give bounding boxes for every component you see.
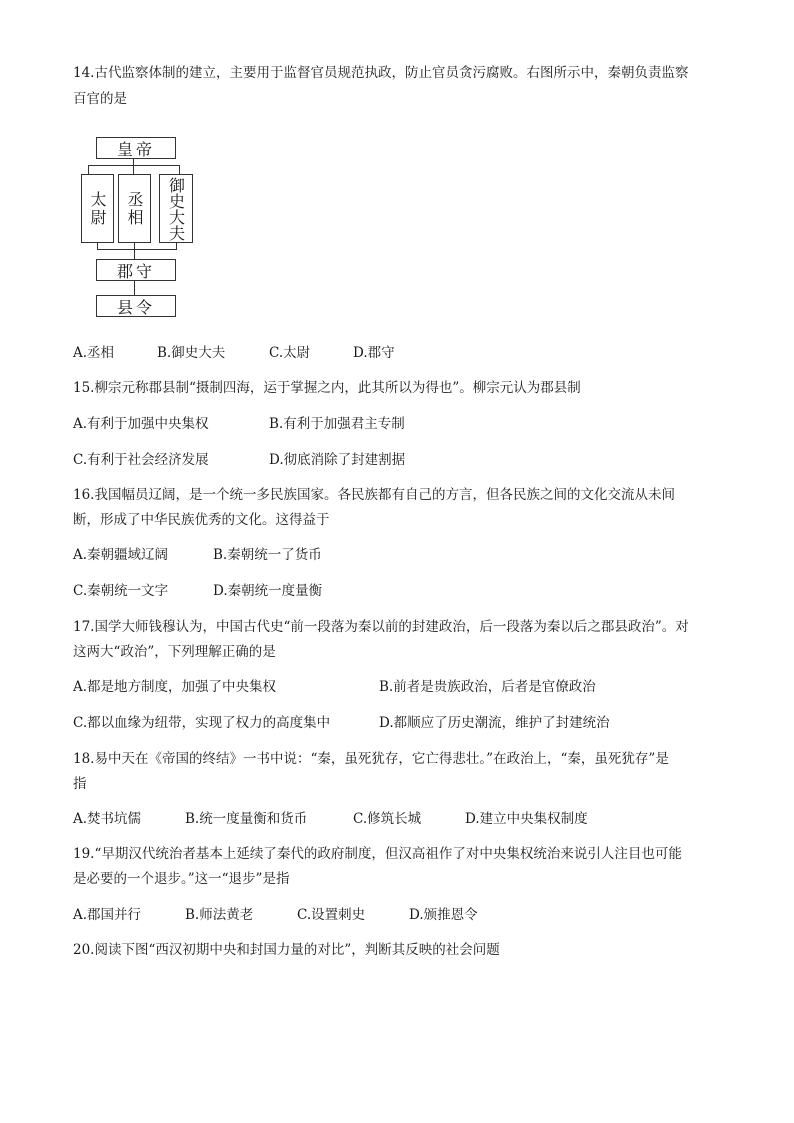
q17-option-d[interactable]: D.都顺应了历史潮流，维护了封建统治	[379, 715, 610, 731]
q18-stem-line1: 18.易中天在《帝国的终结》一书中说：“秦，虽死犹存，它亡得悲壮。”在政治上，“秦，虽死犹存”是	[73, 751, 669, 767]
q17-stem-line2: 这两大“政治”，下列理解正确的是	[73, 644, 276, 660]
q16-stem-line2: 断，形成了中华民族优秀的文化。这得益于	[73, 512, 330, 528]
connector	[134, 281, 135, 295]
q14-option-b[interactable]: B.御史大夫	[157, 345, 226, 361]
q18-stem-line2: 指	[73, 776, 87, 792]
org-taiwei: 太尉	[81, 174, 114, 243]
q18-option-a[interactable]: A.焚书坑儒	[73, 811, 142, 827]
org-yushi: 御史大夫	[159, 174, 193, 243]
q14-option-d[interactable]: D.郡守	[353, 345, 395, 361]
q14-stem-line1: 14.古代监察体制的建立，主要用于监督官员规范执政，防止官员贪污腐败。右图所示中，秦朝负责监察	[73, 65, 689, 81]
q14-stem-line2: 百官的是	[73, 91, 127, 107]
q15-option-d[interactable]: D.彻底消除了封建割据	[269, 452, 406, 468]
q19-stem-line2: 是必要的一个退步。”这一“退步”是指	[73, 871, 290, 887]
connector	[88, 165, 89, 174]
q16-option-d[interactable]: D.秦朝统一度量衡	[213, 583, 323, 599]
connector	[134, 243, 135, 259]
q18-option-b[interactable]: B.统一度量衡和货币	[185, 811, 308, 827]
org-xianling: 县令	[96, 295, 176, 317]
q14-option-c[interactable]: C.太尉	[269, 345, 311, 361]
q15-option-a[interactable]: A.有利于加强中央集权	[73, 416, 209, 432]
connector	[88, 165, 180, 166]
q19-option-b[interactable]: B.师法黄老	[185, 907, 254, 923]
q15-option-b[interactable]: B.有利于加强君主专制	[269, 416, 405, 432]
q15-option-c[interactable]: C.有利于社会经济发展	[73, 452, 209, 468]
q19-stem-line1: 19.“早期汉代统治者基本上延续了秦代的政府制度，但汉高祖作了对中央集权统治来说引人注目也可能	[73, 846, 682, 862]
connector	[179, 165, 180, 174]
q16-stem-line1: 16.我国幅员辽阔，是一个统一多民族国家。各民族都有自己的方言，但各民族之间的文化交流从未间	[73, 487, 675, 503]
q20-stem-line1: 20.阅读下图“西汉初期中央和封国力量的对比”，判断其反映的社会问题	[73, 942, 500, 958]
q19-option-d[interactable]: D.颁推恩令	[409, 907, 478, 923]
q17-option-c[interactable]: C.都以血缘为纽带，实现了权力的高度集中	[73, 715, 331, 731]
connector	[97, 249, 177, 250]
q18-option-c[interactable]: C.修筑长城	[353, 811, 422, 827]
q15-stem-line1: 15.柳宗元称郡县制“摄制四海，运于掌握之内，此其所以为得也”。柳宗元认为郡县制	[73, 380, 581, 396]
connector	[133, 159, 134, 174]
org-chengxiang: 丞相	[118, 174, 151, 243]
q16-option-b[interactable]: B.秦朝统一了货币	[213, 547, 322, 563]
q18-option-d[interactable]: D.建立中央集权制度	[465, 811, 588, 827]
q17-option-a[interactable]: A.都是地方制度，加强了中央集权	[73, 679, 277, 695]
q14-option-a[interactable]: A.丞相	[73, 345, 115, 361]
q19-option-c[interactable]: C.设置刺史	[297, 907, 366, 923]
q16-option-c[interactable]: C.秦朝统一文字	[73, 583, 169, 599]
org-junshou: 郡守	[96, 259, 176, 281]
q19-option-a[interactable]: A.郡国并行	[73, 907, 142, 923]
q17-stem-line1: 17.国学大师钱穆认为，中国古代史“前一段落为秦以前的封建政治，后一段落为秦以后之郡县政治”。对	[73, 619, 689, 635]
q16-option-a[interactable]: A.秦朝疆域辽阔	[73, 547, 169, 563]
org-emperor: 皇帝	[96, 137, 176, 159]
q17-option-b[interactable]: B.前者是贵族政治，后者是官僚政治	[379, 679, 596, 695]
